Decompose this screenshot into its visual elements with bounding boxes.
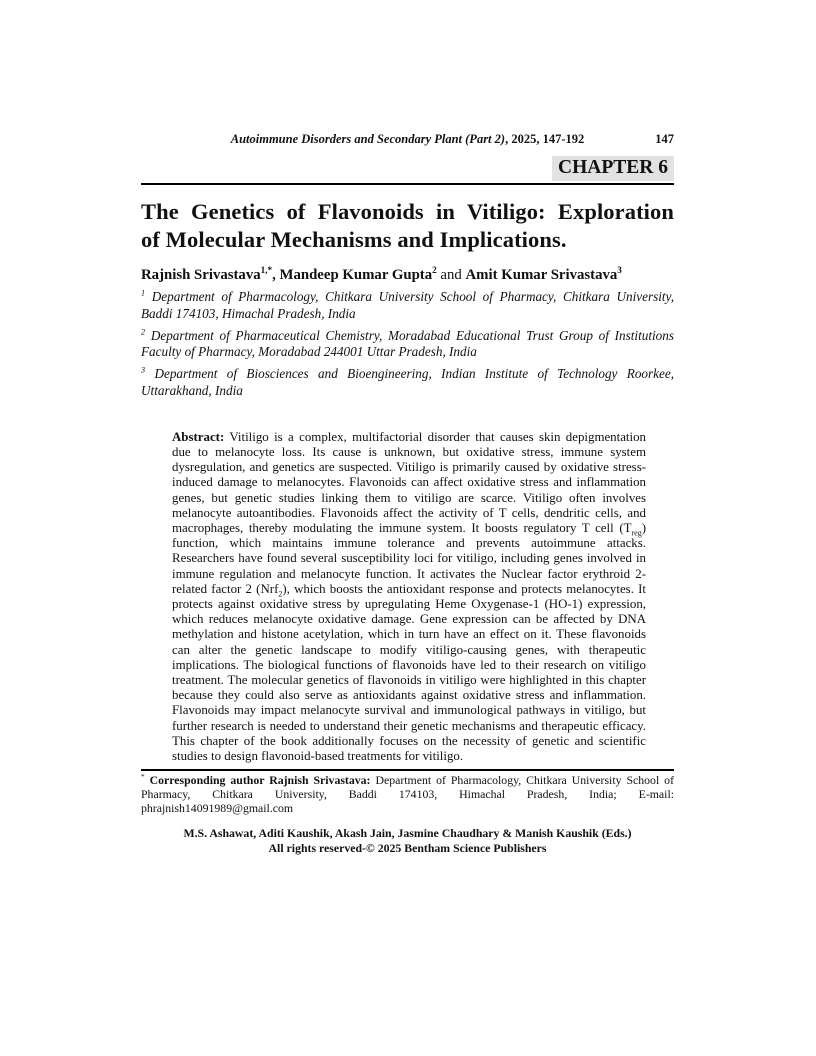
author-separator: ,	[272, 267, 280, 283]
page-number: 147	[655, 132, 674, 146]
footnote-rule	[141, 769, 674, 771]
abstract-text-2: ) function, which maintains immune tolerance and prevents autoimmune attacks. Researchers have found several susceptibility loci for vitiligo, including genes involved in immune regulation and melanocyte function. It activates the Nuclear factor erythroid 2-related factor 2 (Nrf	[172, 521, 646, 596]
chapter-title-line2: of Molecular Mechanisms and Implications.	[141, 227, 567, 252]
authors-line	[141, 266, 674, 284]
affiliation-1	[141, 289, 674, 323]
footer-block	[141, 826, 674, 856]
affiliation-2-text: Department of Pharmaceutical Chemistry, Moradabad Educational Trust Group of Institutions Faculty of Pharmacy, Moradabad 244001 Uttar Pradesh, India	[141, 327, 674, 360]
affiliation-2	[141, 328, 674, 362]
header-rule	[141, 183, 674, 185]
abstract	[172, 430, 646, 764]
abstract-text-1: Vitiligo is a complex, multifactorial disorder that causes skin depigmentation due to melanocyte loss. Its cause is unknown, but oxidative stress, immune system dysregulation, and genetics are suspected. Vitiligo is primarily caused by oxidative stress-induced damage to melanocytes. Flavonoids can affect oxidative stress and inflammation genes, but genetic studies linking them to vitiligo are scarce. Vitiligo often involves melanocyte autoantibodies. Flavonoids affect the activity of T cells, dendritic cells, and macrophages, thereby modulating the immune system. It boosts regulatory T cell (T	[172, 429, 646, 535]
treg-subscript: reg	[631, 528, 642, 538]
footnote-text: Department of Pharmacology, Chitkara University School of Pharmacy, Chitkara University, Baddi 174103, Himachal Pradesh, India; E-mail: phrajnish14091989@gmail.com	[141, 773, 674, 816]
author-1-superscript: 1,*	[260, 265, 273, 276]
author-2-superscript: 2	[432, 265, 437, 276]
author-3: Amit Kumar Srivastava$^3$	[465, 265, 622, 283]
editors-line: M.S. Ashawat, Aditi Kaushik, Akash Jain, Jasmine Chaudhary & Manish Kaushik (Eds.)	[183, 826, 632, 841]
running-title-issue: , 2025, 147-192	[505, 132, 585, 146]
chapter-title-line1: The Genetics of Flavonoids in Vitiligo: Exploration	[141, 199, 674, 224]
chapter-row	[141, 156, 674, 181]
copyright-line: All rights reserved-© 2025 Bentham Science Publishers	[268, 841, 547, 856]
affiliation-3-superscript: 3	[141, 365, 146, 375]
corresponding-author-footnote	[141, 773, 674, 815]
author-3-superscript: 3	[617, 265, 622, 276]
author-2: Mandeep Kumar Gupta	[279, 267, 433, 283]
running-title	[183, 132, 632, 146]
running-title-journal: Autoimmune Disorders and Secondary Plant (Part 2)	[230, 132, 506, 146]
footnote-bold-label: Corresponding author Rajnish Srivastava:	[144, 773, 371, 788]
affiliation-1-text: Department of Pharmacology, Chitkara University School of Pharmacy, Chitkara University, Baddi 174103, Himachal Pradesh, India	[141, 289, 674, 321]
authors-and: and	[436, 267, 466, 283]
abstract-label: Abstract:	[172, 429, 225, 444]
affiliation-3-text: Department of Biosciences and Bioengineering, Indian Institute of Technology Roorkee, Uttarakhand, India	[141, 366, 674, 398]
footnote-asterisk: *	[141, 772, 145, 782]
running-head	[141, 0, 674, 146]
affiliation-1-superscript: 1	[141, 288, 146, 298]
page-content	[141, 0, 674, 856]
abstract-text-3: ), which boosts the antioxidant response and protects melanocytes. It protects against oxidative stress by upregulating Heme Oxygenase-1 (HO-1) expression, which reduces melanocyte oxidative damage. Gene expression can be affected by DNA methylation and histone acetylation, which in turn have an effect on it. These flavonoids can alter the genetic landscape to modify vitiligo-causing genes, with therapeutic implications. The biological functions of flavonoids have led to their research on vitiligo treatment. The molecular genetics of flavonoids in vitiligo were highlighted in this chapter because they could also serve as antioxidants against oxidative stress and inflammation. Flavonoids may impact melanocyte survival and immunological pathways in vitiligo, but further research is needed to understand their genetic mechanisms and therapeutic efficacy. This chapter of the book additionally focuses on the necessity of genetic and scientific studies to design flavonoid-based treatments for vitiligo.	[172, 581, 646, 764]
author-1: Rajnish Srivastava$^{1,*}$, Mandeep Kumar Gupta$^2$	[141, 265, 437, 283]
chapter-title	[141, 198, 674, 254]
chapter-label: CHAPTER 6	[552, 156, 674, 181]
affiliation-3	[141, 366, 674, 400]
affiliation-2-superscript: 2	[141, 327, 146, 337]
nrf2-subscript: 2	[278, 589, 283, 599]
